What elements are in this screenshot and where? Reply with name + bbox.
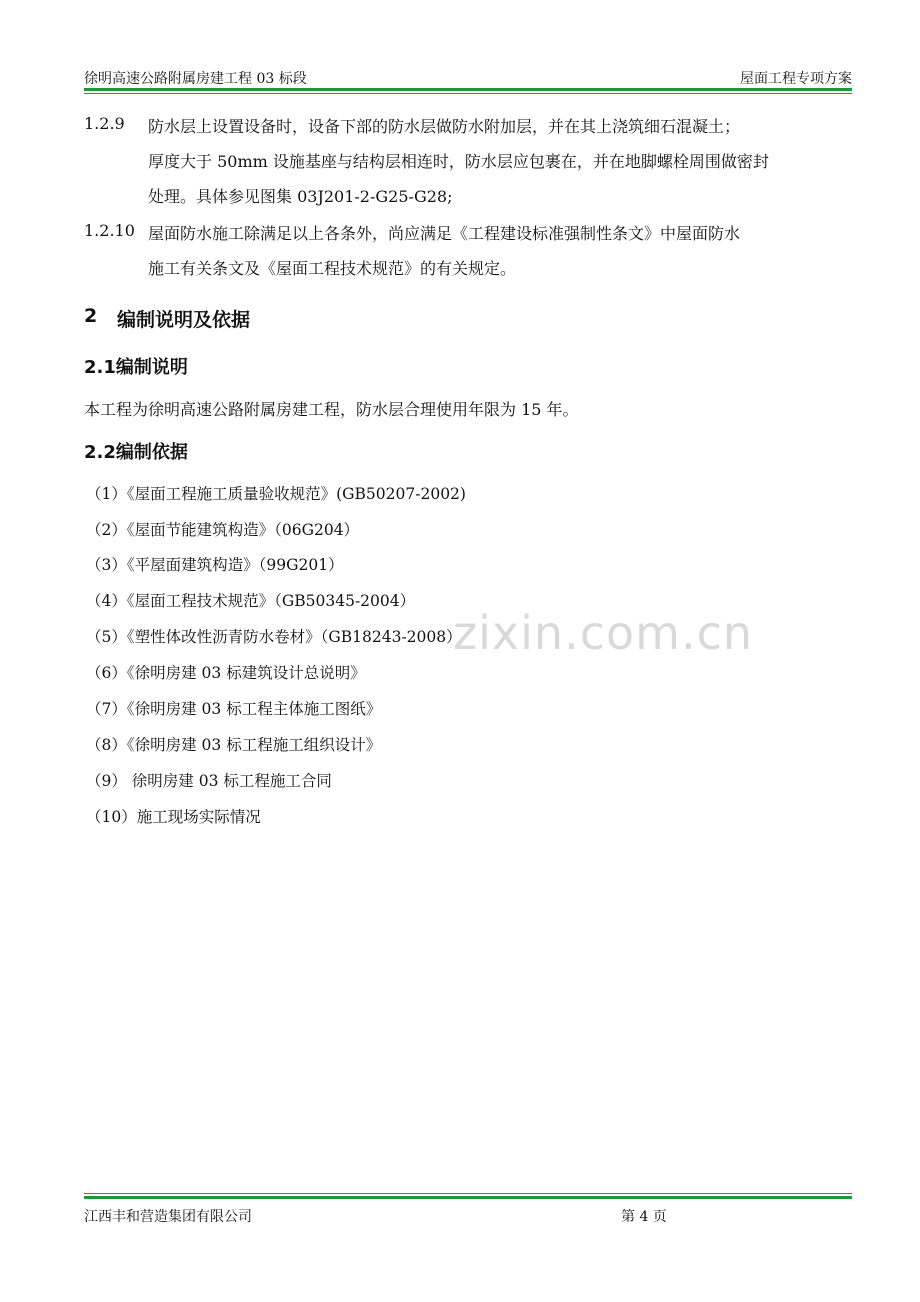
list-item: （7）《徐明房建 03 标工程主体施工图纸》 [86, 700, 382, 718]
clause-number: 1.2.10 [84, 221, 135, 240]
section-title: 编制说明及依据 [117, 309, 251, 331]
clause-line: 防水层上设置设备时，设备下部的防水层做防水附加层，并在其上浇筑细石混凝土； [148, 117, 741, 136]
paragraph: 本工程为徐明高速公路附属房建工程，防水层合理使用年限为 15 年。 [84, 400, 579, 419]
list-item: （9） 徐明房建 03 标工程施工合同 [86, 772, 332, 790]
footer-rule-thin [84, 1193, 852, 1194]
footer-rule-thick [84, 1196, 852, 1199]
subsection-heading: 2.1编制说明 [84, 357, 188, 378]
list-item: （10）施工现场实际情况 [86, 808, 261, 826]
list-item: （2）《屋面节能建筑构造》（06G204） [86, 521, 360, 539]
section-number: 2 [84, 305, 98, 327]
footer-page-number: 第 4 页 [621, 1209, 667, 1225]
subsection-heading: 2.2编制依据 [84, 442, 188, 463]
header-left-title: 徐明高速公路附属房建工程 03 标段 [84, 71, 307, 87]
header-rule-thin [84, 93, 852, 94]
list-item: （6）《徐明房建 03 标建筑设计总说明》 [86, 664, 366, 682]
header-right-title: 屋面工程专项方案 [740, 71, 852, 87]
clause-number: 1.2.9 [84, 114, 125, 133]
clause-line: 施工有关条文及《屋面工程技术规范》的有关规定。 [148, 259, 517, 278]
watermark: zixin.com.cn [453, 606, 754, 660]
clause-line: 处理。具体参见图集 03J201-2-G25-G28; [148, 187, 453, 206]
list-item: （5）《塑性体改性沥青防水卷材》（GB18243-2008） [86, 628, 462, 646]
footer-company: 江西丰和营造集团有限公司 [84, 1209, 252, 1225]
clause-line: 厚度大于 50mm 设施基座与结构层相连时，防水层应包裹在，并在地脚螺栓周围做密封 [148, 152, 769, 171]
list-item: （4）《屋面工程技术规范》（GB50345-2004） [86, 592, 416, 610]
list-item: （3）《平屋面建筑构造》（99G201） [86, 556, 344, 574]
clause-line: 屋面防水施工除满足以上各条外，尚应满足《工程建设标准强制性条文》中屋面防水 [148, 224, 741, 243]
header-rule-thick [84, 88, 852, 91]
list-item: （1）《屋面工程施工质量验收规范》(GB50207-2002) [86, 485, 466, 503]
list-item: （8）《徐明房建 03 标工程施工组织设计》 [86, 736, 382, 754]
